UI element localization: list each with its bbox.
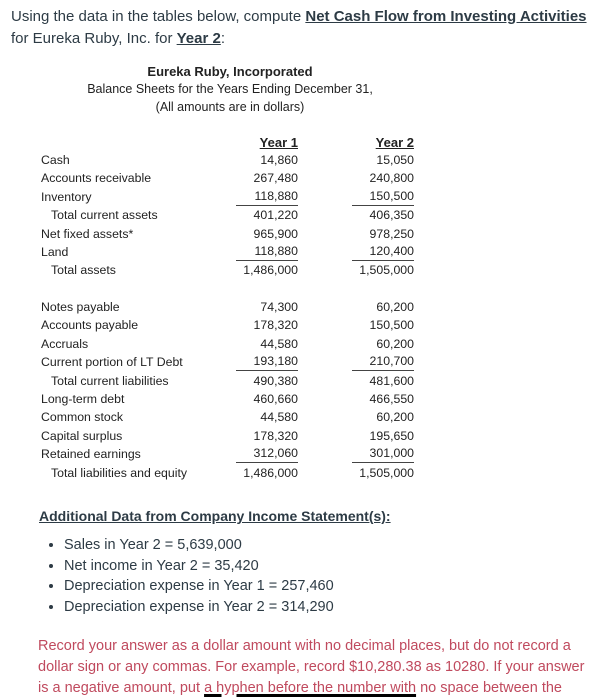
table-row xyxy=(41,261,416,279)
year2-value: 466,550 xyxy=(369,391,414,406)
row-label: Total assets xyxy=(51,263,116,278)
row-label: Inventory xyxy=(41,189,92,204)
row-label: Retained earnings xyxy=(41,447,141,462)
year1-value: 193,180 xyxy=(236,353,298,371)
year1-value: 74,300 xyxy=(260,300,298,314)
year1-value: 460,660 xyxy=(253,391,298,406)
year1-value: 44,580 xyxy=(260,410,298,425)
additional-data-title: Additional Data from Company Income Statement(s): xyxy=(39,508,391,524)
year2-header: Year 2 xyxy=(375,135,414,150)
year1-value: 490,380 xyxy=(253,373,298,388)
year1-value: 267,480 xyxy=(253,171,298,186)
row-label: Notes payable xyxy=(41,300,120,314)
year2-value: 150,500 xyxy=(369,318,414,333)
year2-value: 150,500 xyxy=(352,188,414,206)
liabilities-table xyxy=(41,298,416,482)
row-label: Cash xyxy=(41,153,70,167)
question-text: Using the data in the tables below, compute Net Cash Flow from Investing Activities for Eureka Ruby, Inc. for Year 2: xyxy=(11,8,587,47)
year2-value: 1,505,000 xyxy=(359,465,414,480)
year2-value: 195,650 xyxy=(369,428,414,443)
year2-value: 210,700 xyxy=(352,353,414,371)
table-row xyxy=(41,243,416,261)
table-row xyxy=(41,225,416,243)
year2-value: 481,600 xyxy=(369,373,414,388)
year1-value: 178,320 xyxy=(253,428,298,443)
amounts-note: (All amounts are in dollars) xyxy=(155,100,305,114)
balance-sheet-subtitle: Balance Sheets for the Years Ending December 31, xyxy=(87,82,373,96)
table-row xyxy=(41,298,416,316)
row-label: Total liabilities and equity xyxy=(51,465,188,480)
year2-value: 1,505,000 xyxy=(359,263,414,278)
year1-value: 1,486,000 xyxy=(243,263,298,278)
table-row xyxy=(41,169,416,187)
table-row xyxy=(41,206,416,224)
row-label: Accounts payable xyxy=(41,318,139,333)
row-label: Accounts receivable xyxy=(41,171,152,186)
table-row xyxy=(41,427,416,445)
table-row xyxy=(41,464,416,482)
table-row xyxy=(41,408,416,426)
table-row xyxy=(41,372,416,390)
year2-value: 60,200 xyxy=(376,410,414,425)
list-item: • Depreciation expense in Year 1 = 257,460 xyxy=(64,576,334,597)
year2-value: 406,350 xyxy=(369,208,414,223)
assets-table xyxy=(41,151,416,280)
year2-value: 60,200 xyxy=(376,300,414,314)
year2-value: 978,250 xyxy=(369,226,414,241)
column-headers xyxy=(41,134,416,152)
year1-header: Year 1 xyxy=(259,135,298,150)
row-label: Capital surplus xyxy=(41,428,123,443)
year1-value: 14,860 xyxy=(260,153,298,167)
year2-value: 120,400 xyxy=(352,243,414,261)
table-row xyxy=(41,353,416,371)
list-item: • Net income in Year 2 = 35,420 xyxy=(64,556,334,577)
year1-value: 44,580 xyxy=(260,336,298,351)
year1-value: 118,880 xyxy=(236,188,298,206)
year2-value: 15,050 xyxy=(376,153,414,167)
year1-value: 312,060 xyxy=(236,445,298,463)
year1-value: 1,486,000 xyxy=(243,465,298,480)
instructions: Record your answer as a dollar amount with no decimal places, but do not record a dollar sign or any commas. For example, record $10,280.38 as 10280. If your answer is a negative amount, put a hyphen before the number with no space between the xyxy=(38,638,585,696)
year2-value: 240,800 xyxy=(369,171,414,186)
company-name: Eureka Ruby, Incorporated xyxy=(147,64,313,79)
row-label: Total current liabilities xyxy=(51,373,169,388)
additional-data-list xyxy=(44,535,334,617)
row-label: Total current assets xyxy=(51,208,158,223)
table-row xyxy=(41,390,416,408)
year1-value: 178,320 xyxy=(253,318,298,333)
list-item: • Depreciation expense in Year 2 = 314,290 xyxy=(64,597,334,618)
row-label: Land xyxy=(41,244,69,259)
table-row xyxy=(41,335,416,353)
table-row xyxy=(41,445,416,463)
list-item: • Sales in Year 2 = 5,639,000 xyxy=(64,535,334,556)
row-label: Net fixed assets* xyxy=(41,226,134,241)
year1-value: 965,900 xyxy=(253,226,298,241)
table-row xyxy=(41,188,416,206)
table-row xyxy=(41,151,416,169)
year1-value: 401,220 xyxy=(253,208,298,223)
year2-value: 60,200 xyxy=(376,336,414,351)
row-label: Accruals xyxy=(41,336,89,351)
row-label: Current portion of LT Debt xyxy=(41,355,183,370)
row-label: Common stock xyxy=(41,410,124,425)
table-row xyxy=(41,316,416,334)
row-label: Long-term debt xyxy=(41,391,125,406)
year2-value: 301,000 xyxy=(352,445,414,463)
year1-value: 118,880 xyxy=(236,243,298,261)
